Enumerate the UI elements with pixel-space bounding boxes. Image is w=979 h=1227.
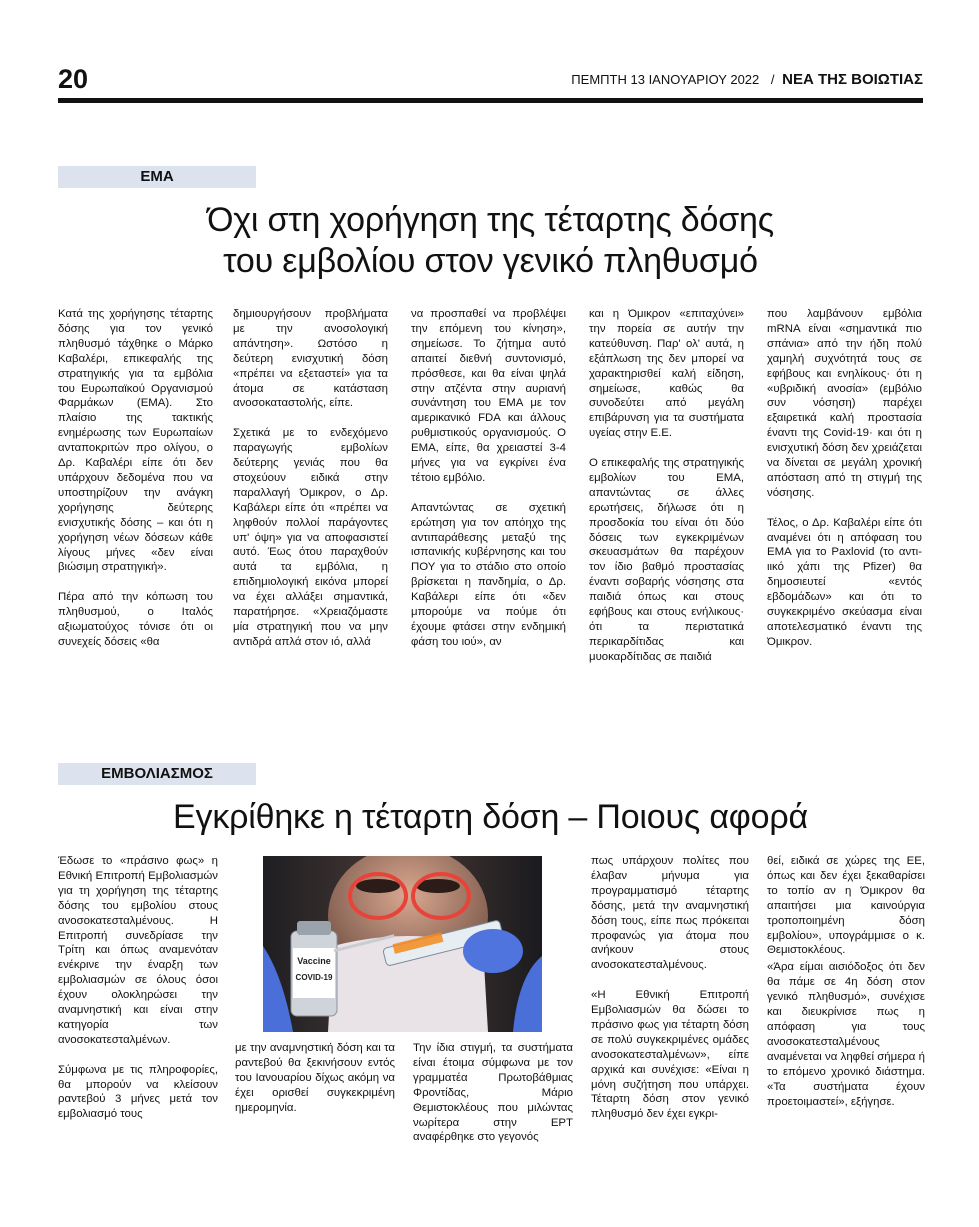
paragraph: θεί, ειδικά σε χώρες της ΕΕ, όπως και δεν έχει ξεκαθαρίσει το τοπίο αν η Όμικρον θα απαιτήσει μια καινούργια τροποποιημένη δόση εμβολίου», υπογράμμισε ο κ. Θεμιστοκλέους. [767,855,925,957]
paragraph: Σχετικά με το ενδεχόμενο παραγωγής εμβολίων δεύτερης γενιάς που θα στοχεύουν ειδικά στην παραλλαγή Όμικρον, ο Δρ. Καβάλερι είπε ότι «πρέπει να ληφθούν πολλοί παράγοντες υπ' όψη» για να αποφασιστεί αυτό. Έως ότου παραχθούν αυτά τα εμβόλια, η επιδημιολογική εικόνα μπορεί να έχει αλλάξει σημαντικά, παρατήρησε. «Χρειαζόμαστε μία στρατηγική που να μην αντιδρά απλά στον ιό, αλλά [233,427,388,648]
publication-name: ΝΕΑ ΤΗΣ ΒΟΙΩΤΙΑΣ [782,71,923,88]
paragraph: πως υπάρχουν πολίτες που έλαβαν μήνυμα για προγραμματισμό τέταρτης δόσης, μετά την αναμνηστική δόση τους, είπε πως πρόκειται προφανώς για άτομα που ανήκουν στους ανοσοκατεσταλμένους. [591,855,749,972]
vial-label-2: COVID-19 [295,973,333,982]
article1-headline-line1: Όχι στη χορήγηση της τέταρτης δόσης [207,201,774,239]
header-info [571,72,923,88]
article2-column-1 [58,854,218,1154]
section-tag-ema: ΕΜΑ [58,166,256,188]
article1-column-1 [58,307,213,687]
paragraph: Ο επικεφαλής της στρατηγικής εμβολίων του ΕΜΑ, απαντώντας σε άλλες ερωτήσεις, δήλωσε ότι η προσδοκία του είναι ότι δύο δόσεις των εγκεκριμένων σκευασμάτων θα παρέχουν τον ίδιο βαθμό προστασίας έναντι σοβαρής νόσησης στα παιδιά όπως και στους εφήβους και στους ενήλικους· ότι τα περιστατικά περικαρδίτιδας και μυοκαρδίτιδας σε παιδιά [589,457,744,663]
paragraph: Τέλος, ο Δρ. Καβαλέρι είπε ότι αναμένει ότι η απόφαση του ΕΜΑ για το Paxlovid (το αντι-ιικό χάπι της Pfizer) θα δημοσιευτεί «εντός εβδομάδων» και ότι το συγκεκριμένο σκεύασμα είναι αποτελεσματικό έναντι της Όμικρον. [767,516,922,648]
paragraph: και η Όμικρον «επιταχύνει» την πορεία σε αυτήν την κατεύθυνση. Παρ' ολ' αυτά, η εξάπλωση της δεν μπορεί να χαρακτηρισθεί καλή είδηση, σημείωσε, καθώς θα συνοδεύτει από μεγάλη επιβάρυνση για τα συστήματα υγείας στην Ε.Ε. [589,308,744,440]
vial-label-1: Vaccine [297,956,331,966]
article2-headline: Εγκρίθηκε η τέταρτη δόση – Ποιους αφορά [173,798,808,836]
paragraph: Πέρα από την κόπωση του πληθυσμού, ο Ιταλός αξιωματούχος τόνισε ότι οι συνεχείς δόσεις «θα [58,591,213,648]
article1-column-4 [589,307,744,687]
paragraph: «Η Εθνική Επιτροπή Εμβολιασμών θα δώσει το πράσινο φως για τέταρτη δόση σε πολύ συγκεκριμένες ομάδες ανοσοκατεσταλμένων», είπε αρχικά και συνέχισε: «Είναι η μόνη συζήτηση που υπάρχει. Τέταρτη δόση στον γενικό πληθυσμό δεν έχει εγκρι- [591,989,749,1121]
article2-column-2 [235,1041,395,1151]
paragraph: Απαντώντας σε σχετική ερώτηση για τον απόηχο της αντιπαράθεσης μεταξύ της ισπανικής κυβέρνησης και του ΠΟΥ για το στάδιο στο οποίο βρίσκεται η πανδημία, ο Δρ. Καβάλερι είπε ότι «δεν μπορούμε να πούμε ότι έχουμε φτάσει στην ενδημική φάση του ιού», αν [411,501,566,648]
header-separator: / [770,72,775,87]
page-header [58,64,923,100]
article2-column-5 [767,854,925,1154]
header-rule [58,98,923,103]
article1-headline [58,200,923,282]
page-number: 20 [58,64,89,94]
article1-column-2 [233,307,388,687]
section-tag-vaccination: ΕΜΒΟΛΙΑΣΜΟΣ [58,763,256,785]
paragraph: Έδωσε το «πράσινο φως» η Εθνική Επιτροπή Εμβολιασμών για τη χορήγηση της τέταρτης δόσης του εμβολίου στους ανοσοκατεσταλμένους. Η Επιτροπή συνεδρίασε την Τρίτη και όπως αναμενόταν ενέκρινε την έναρξη των εμβολιασμών σε όλους όσοι έχουν ολοκληρώσει την αναμνηστική και είναι στην κατηγορία των ανοσοκατεσταλμένων. [58,855,218,1046]
paragraph: Σύμφωνα με τις πληροφορίες, θα μπορούν να κλείσουν ραντεβού 3 μήνες μετά τον εμβολιασμό τους [58,1063,218,1121]
paragraph: Την ίδια στιγμή, τα συστήματα είναι έτοιμα σύμφωνα με τον γραμματέα Πρωτοβάθμιας Φροντίδας, Μάριο Θεμιστοκλέους που μιλώντας νωρίτερα στην ΕΡΤ αναφέρθηκε στο γεγονός [413,1042,573,1144]
article1-headline-line2: του εμβολίου στον γενικό πληθυσμό [223,242,758,280]
vaccine-photo [263,856,542,1032]
paragraph: που λαμβάνουν εμβόλια mRNA είναι «σημαντικά πιο σπάνια» από την ήδη πολύ χαμηλή συχνότητά τους σε εφήβους και ενηλίκους· ότι η «υβριδική ανοσία» (εμβόλιο συν νόσηση) παρέχει εξαιρετικά καλή προστασία έναντι της Covid-19· και ότι η ενισχυτική δόση δεν χρειάζεται να δίνεται σε μεγάλη χρονική απόσταση από τη στιγμή της νόσησης. [767,308,922,499]
vaccine-illustration [263,856,542,1032]
paragraph: «Άρα είμαι αισιόδοξος ότι δεν θα πάμε σε 4η δόση στον γενικό πληθυσμό», συνέχισε και διευκρίνισε πως η απόφαση για τους ανοσοκατεσταλμένους αναμένεται να ληφθεί σήμερα ή το επόμενο χρονικό διάστημα. «Τα συστήματα έχουν προετοιμαστεί», εξήγησε. [767,961,925,1108]
paragraph: δημιουργήσουν προβλήματα με την ανοσολογική απάντηση». Ωστόσο η δεύτερη ενισχυτική δόση «πρέπει να εξεταστεί» για τα άτομα σε κατάσταση ανοσοκαταστολής, είπε. [233,308,388,410]
article2-column-4 [591,854,749,1154]
paragraph: να προσπαθεί να προβλέψει την επόμενη του κίνηση», σημείωσε. Το ζήτημα αυτό απαιτεί διεθνή συντονισμό, πρόσθεσε, και θα είναι ψηλά στην ατζέντα στην αυριανή συνάντηση του ΕΜΑ με τον αμερικανικό FDA και άλλους ρυθμιστικούς οργανισμούς. Ο ΕΜΑ, είπε, θα χρειαστεί 3-4 μήνες για να εγκρίνει ένα τέτοιο εμβόλιο. [411,308,566,484]
paragraph: με την αναμνηστική δόση και τα ραντεβού θα ξεκινήσουν εντός του Ιανουαρίου δίχως ακόμη να έχει ορισθεί συγκεκριμένη ημερομηνία. [235,1042,395,1114]
article2-column-3 [413,1041,573,1151]
issue-date: ΠΕΜΠΤΗ 13 ΙΑΝΟΥΑΡΙΟΥ 2022 [571,72,760,87]
article1-column-5 [767,307,922,687]
paragraph: Κατά της χορήγησης τέταρτης δόσης για τον γενικό πληθυσμό τάχθηκε ο Μάρκο Καβαλέρι, επικεφαλής της στρατηγικής για τα εμβόλια του Ευρωπαϊκού Οργανισμού Φαρμάκων (ΕΜΑ). Στο πλαίσιο της τακτικής ενημέρωσης των Ευρωπαίων ανταποκριτών προ ολίγου, ο Δρ. Καβαλέρι είπε ότι δεν υπάρχουν δεδομένα που να υποστηρίζουν την ανάγκη χορήγησης δεύτερης ενισχυτικής δόσης – και ότι η χορήγηση νέων δόσεων κάθε λίγους μήνες «δεν είναι βιώσιμη στρατηγική». [58,308,213,574]
article1-column-3 [411,307,566,687]
